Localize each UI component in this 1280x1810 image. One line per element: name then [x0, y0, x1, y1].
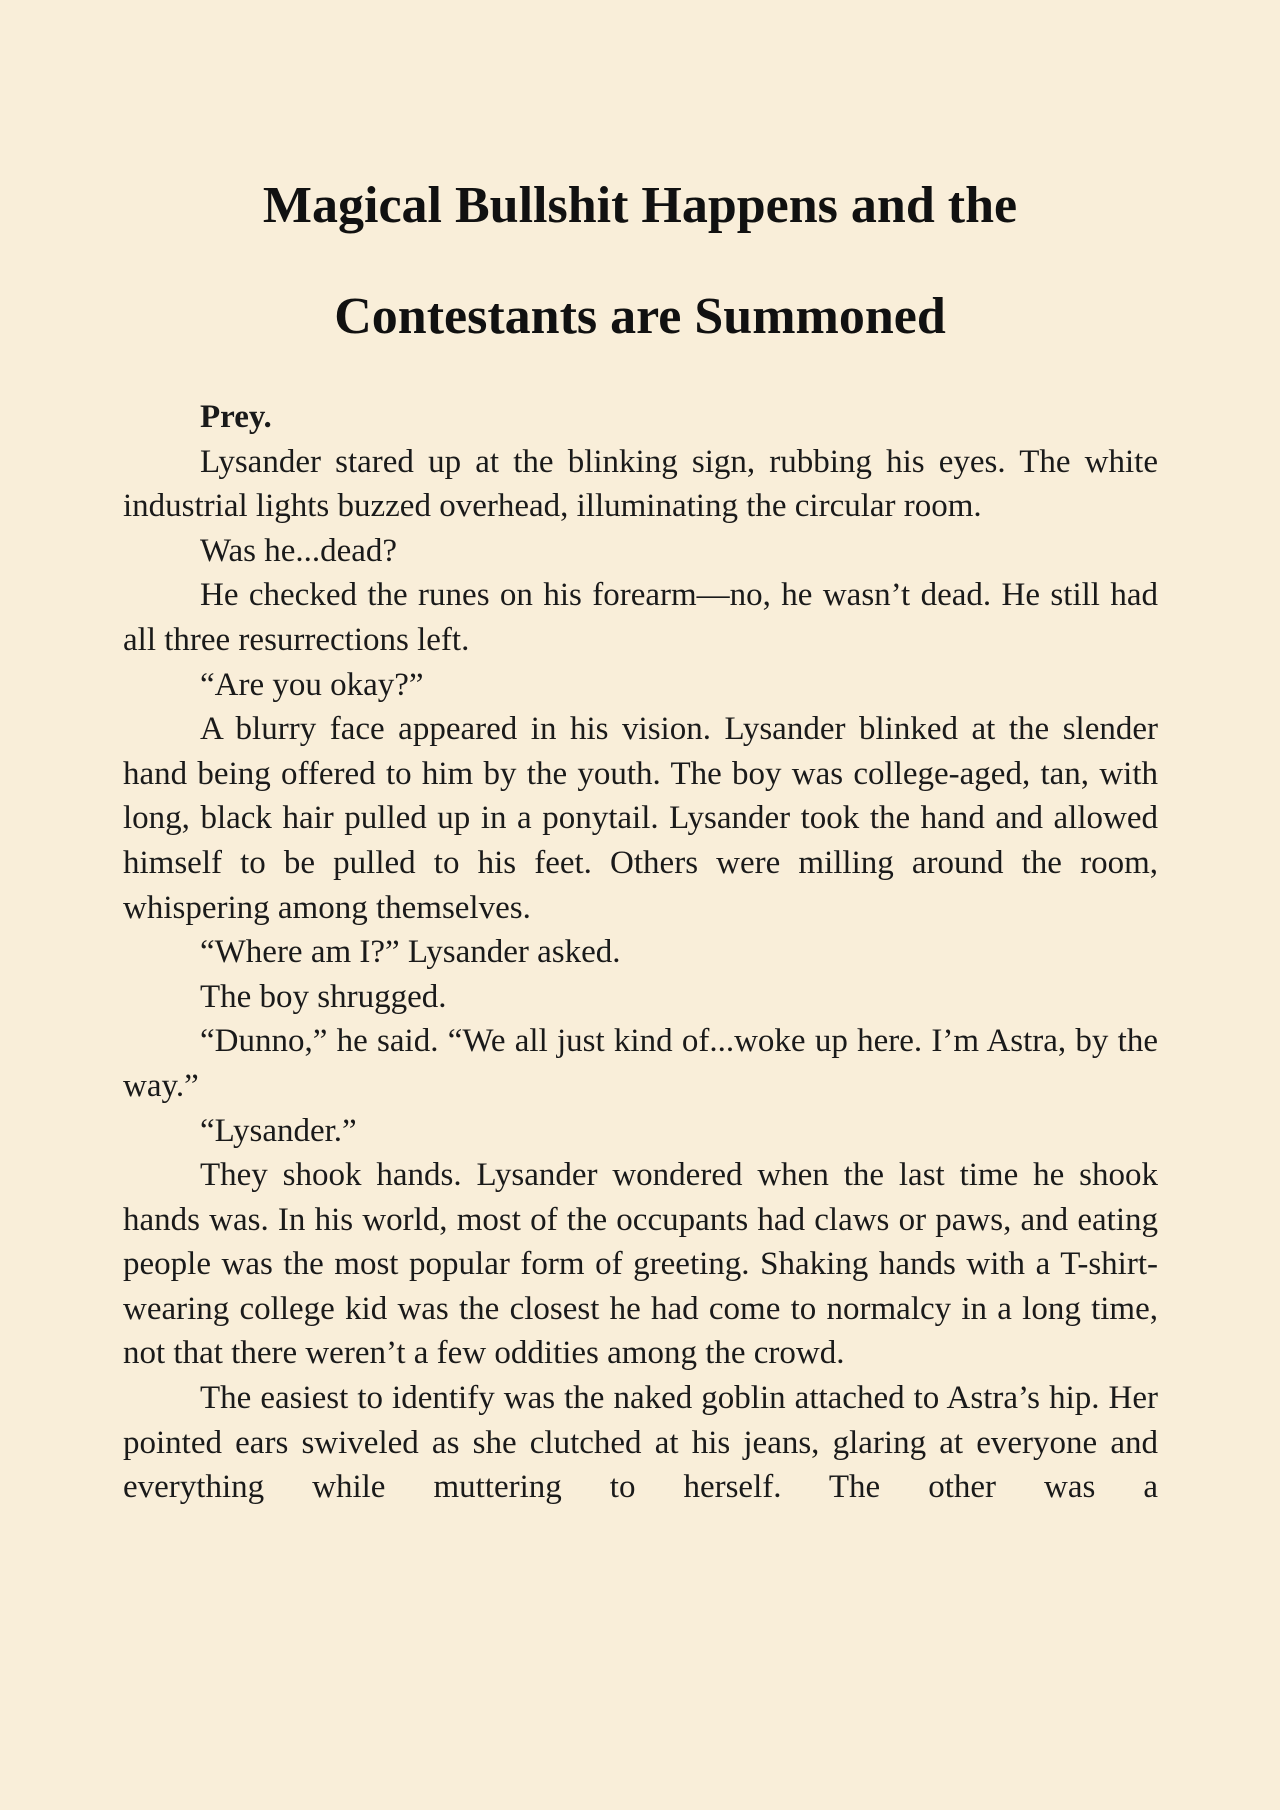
chapter-body	[123, 395, 1158, 1510]
section-heading: Prey.	[200, 399, 272, 435]
paragraph: “Are you okay?”	[200, 666, 424, 703]
paragraph: The easiest to identify was the naked goblin attached to Astra’s hip. Her pointed ears swiveled as she clutched at his jeans, glaring at everyone and everything while muttering to herself. The other was a	[123, 1380, 1158, 1506]
chapter-title-line-2: Contestants are Summoned	[334, 288, 946, 345]
chapter-title	[0, 150, 1280, 372]
paragraph: A blurry face appeared in his vision. Lysander blinked at the slender hand being offered to him by the youth. The boy was college-aged, tan, with long, black hair pulled up in a ponytail. Lysander took the hand and allowed himself to be pulled to his feet. Others were milling around the room, whispering among themselves.	[123, 711, 1158, 926]
paragraph: “Dunno,” he said. “We all just kind of...woke up here. I’m Astra, by the way.”	[123, 1023, 1158, 1104]
paragraph: “Lysander.”	[200, 1112, 357, 1149]
paragraph: “Where am I?” Lysander asked.	[200, 934, 621, 971]
paragraph: He checked the runes on his forearm—no, he wasn’t dead. He still had all three resurrections left.	[123, 577, 1158, 658]
paragraph: Was he...dead?	[200, 532, 398, 569]
chapter-title-line-1: Magical Bullshit Happens and the	[262, 177, 1018, 234]
paragraph: They shook hands. Lysander wondered when the last time he shook hands was. In his world, most of the occupants had claws or paws, and eating people was the most popular form of greeting. Shaking hands with a T-shirt-wearing college kid was the closest he had come to normalcy in a long time, not that there weren’t a few oddities among the crowd.	[123, 1157, 1158, 1372]
paragraph: Lysander stared up at the blinking sign, rubbing his eyes. The white industrial lights buzzed overhead, illuminating the circular room.	[123, 443, 1158, 525]
paragraph: The boy shrugged.	[200, 978, 447, 1015]
